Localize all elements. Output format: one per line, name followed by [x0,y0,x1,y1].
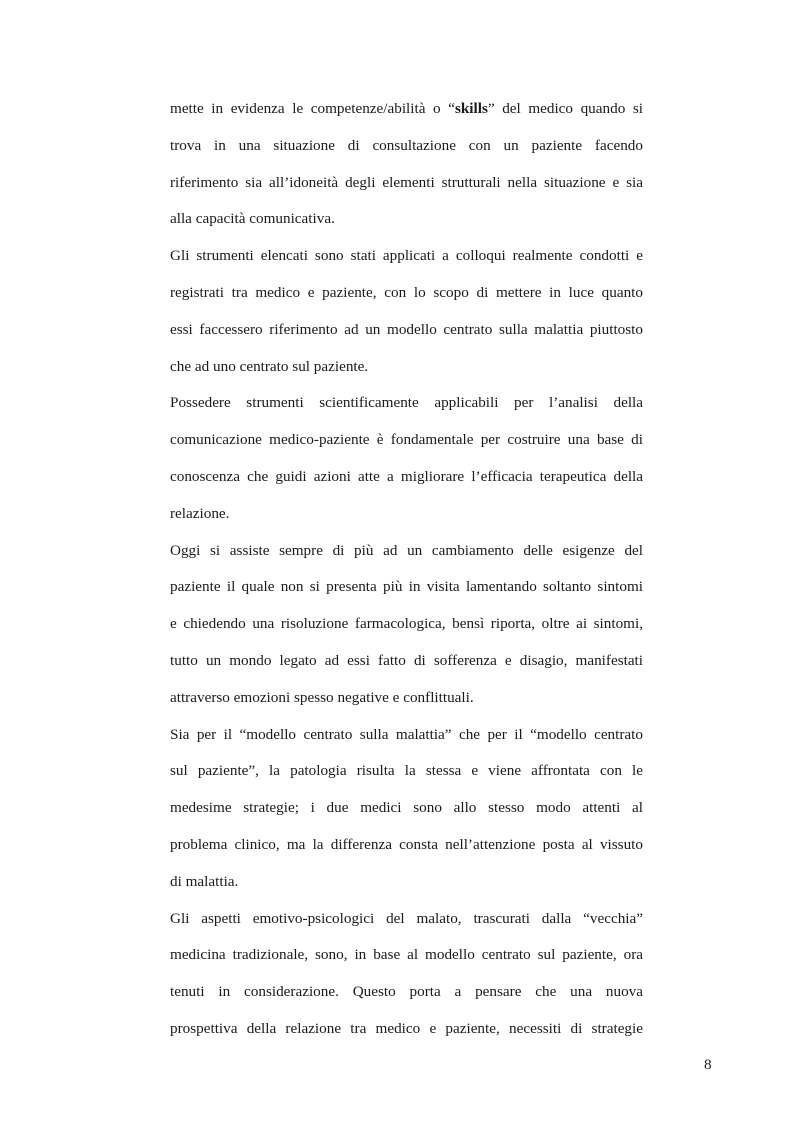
text-line: medicina tradizionale, sono, in base al modello centrato sul paziente, ora [170,946,643,964]
text-segment: mette in evidenza le competenze/abilità o “ [170,100,455,117]
text-line: Gli strumenti elencati sono stati applicati a colloqui realmente condotti e [170,247,643,265]
text-line: Oggi si assiste sempre di più ad un cambiamento delle esigenze del [170,541,643,559]
text-line: prospettiva della relazione tra medico e paziente, necessiti di strategie [170,1019,643,1037]
text-line: di malattia. [170,872,239,890]
text-line: trova in una situazione di consultazione con un paziente facendo [170,136,643,154]
text-line: attraverso emozioni spesso negative e conflittuali. [170,688,474,706]
text-line [170,91,643,128]
text-line: conoscenza che guidi azioni atte a migliorare l’efficacia terapeutica della [170,467,643,485]
text-line: tenuti in considerazione. Questo porta a pensare che una nuova [170,983,643,1001]
text-line: alla capacità comunicativa. [170,210,335,228]
text-line: paziente il quale non si presenta più in visita lamentando soltanto sintomi [170,578,643,596]
bold-term-skills: skills [454,100,488,117]
text-line: medesime strategie; i due medici sono allo stesso modo attenti al [170,799,643,817]
text-line: problema clinico, ma la differenza consta nell’attenzione posta al vissuto [170,835,643,853]
text-line: sul paziente”, la patologia risulta la stessa e viene affrontata con le [170,762,643,780]
text-segment: ” del medico quando si [487,100,643,117]
text-line: tutto un mondo legato ad essi fatto di sofferenza e disagio, manifestati [170,651,643,669]
text-line: e chiedendo una risoluzione farmacologica, bensì riporta, oltre ai sintomi, [170,615,643,633]
text-line: Gli aspetti emotivo-psicologici del malato, trascurati dalla “vecchia” [170,909,643,927]
text-line: essi faccessero riferimento ad un modello centrato sulla malattia piuttosto [170,320,643,338]
text-line: Possedere strumenti scientificamente applicabili per l’analisi della [170,394,643,412]
text-line: relazione. [170,504,230,522]
text-line: registrati tra medico e paziente, con lo scopo di mettere in luce quanto [170,283,643,301]
body-text [170,91,643,1048]
text-line: Sia per il “modello centrato sulla malattia” che per il “modello centrato [170,725,643,743]
text-line: che ad uno centrato sul paziente. [170,357,369,375]
text-line: riferimento sia all’idoneità degli elementi strutturali nella situazione e sia [170,173,643,191]
text-line: comunicazione medico-paziente è fondamentale per costruire una base di [170,431,643,449]
page-number: 8 [704,1056,712,1073]
